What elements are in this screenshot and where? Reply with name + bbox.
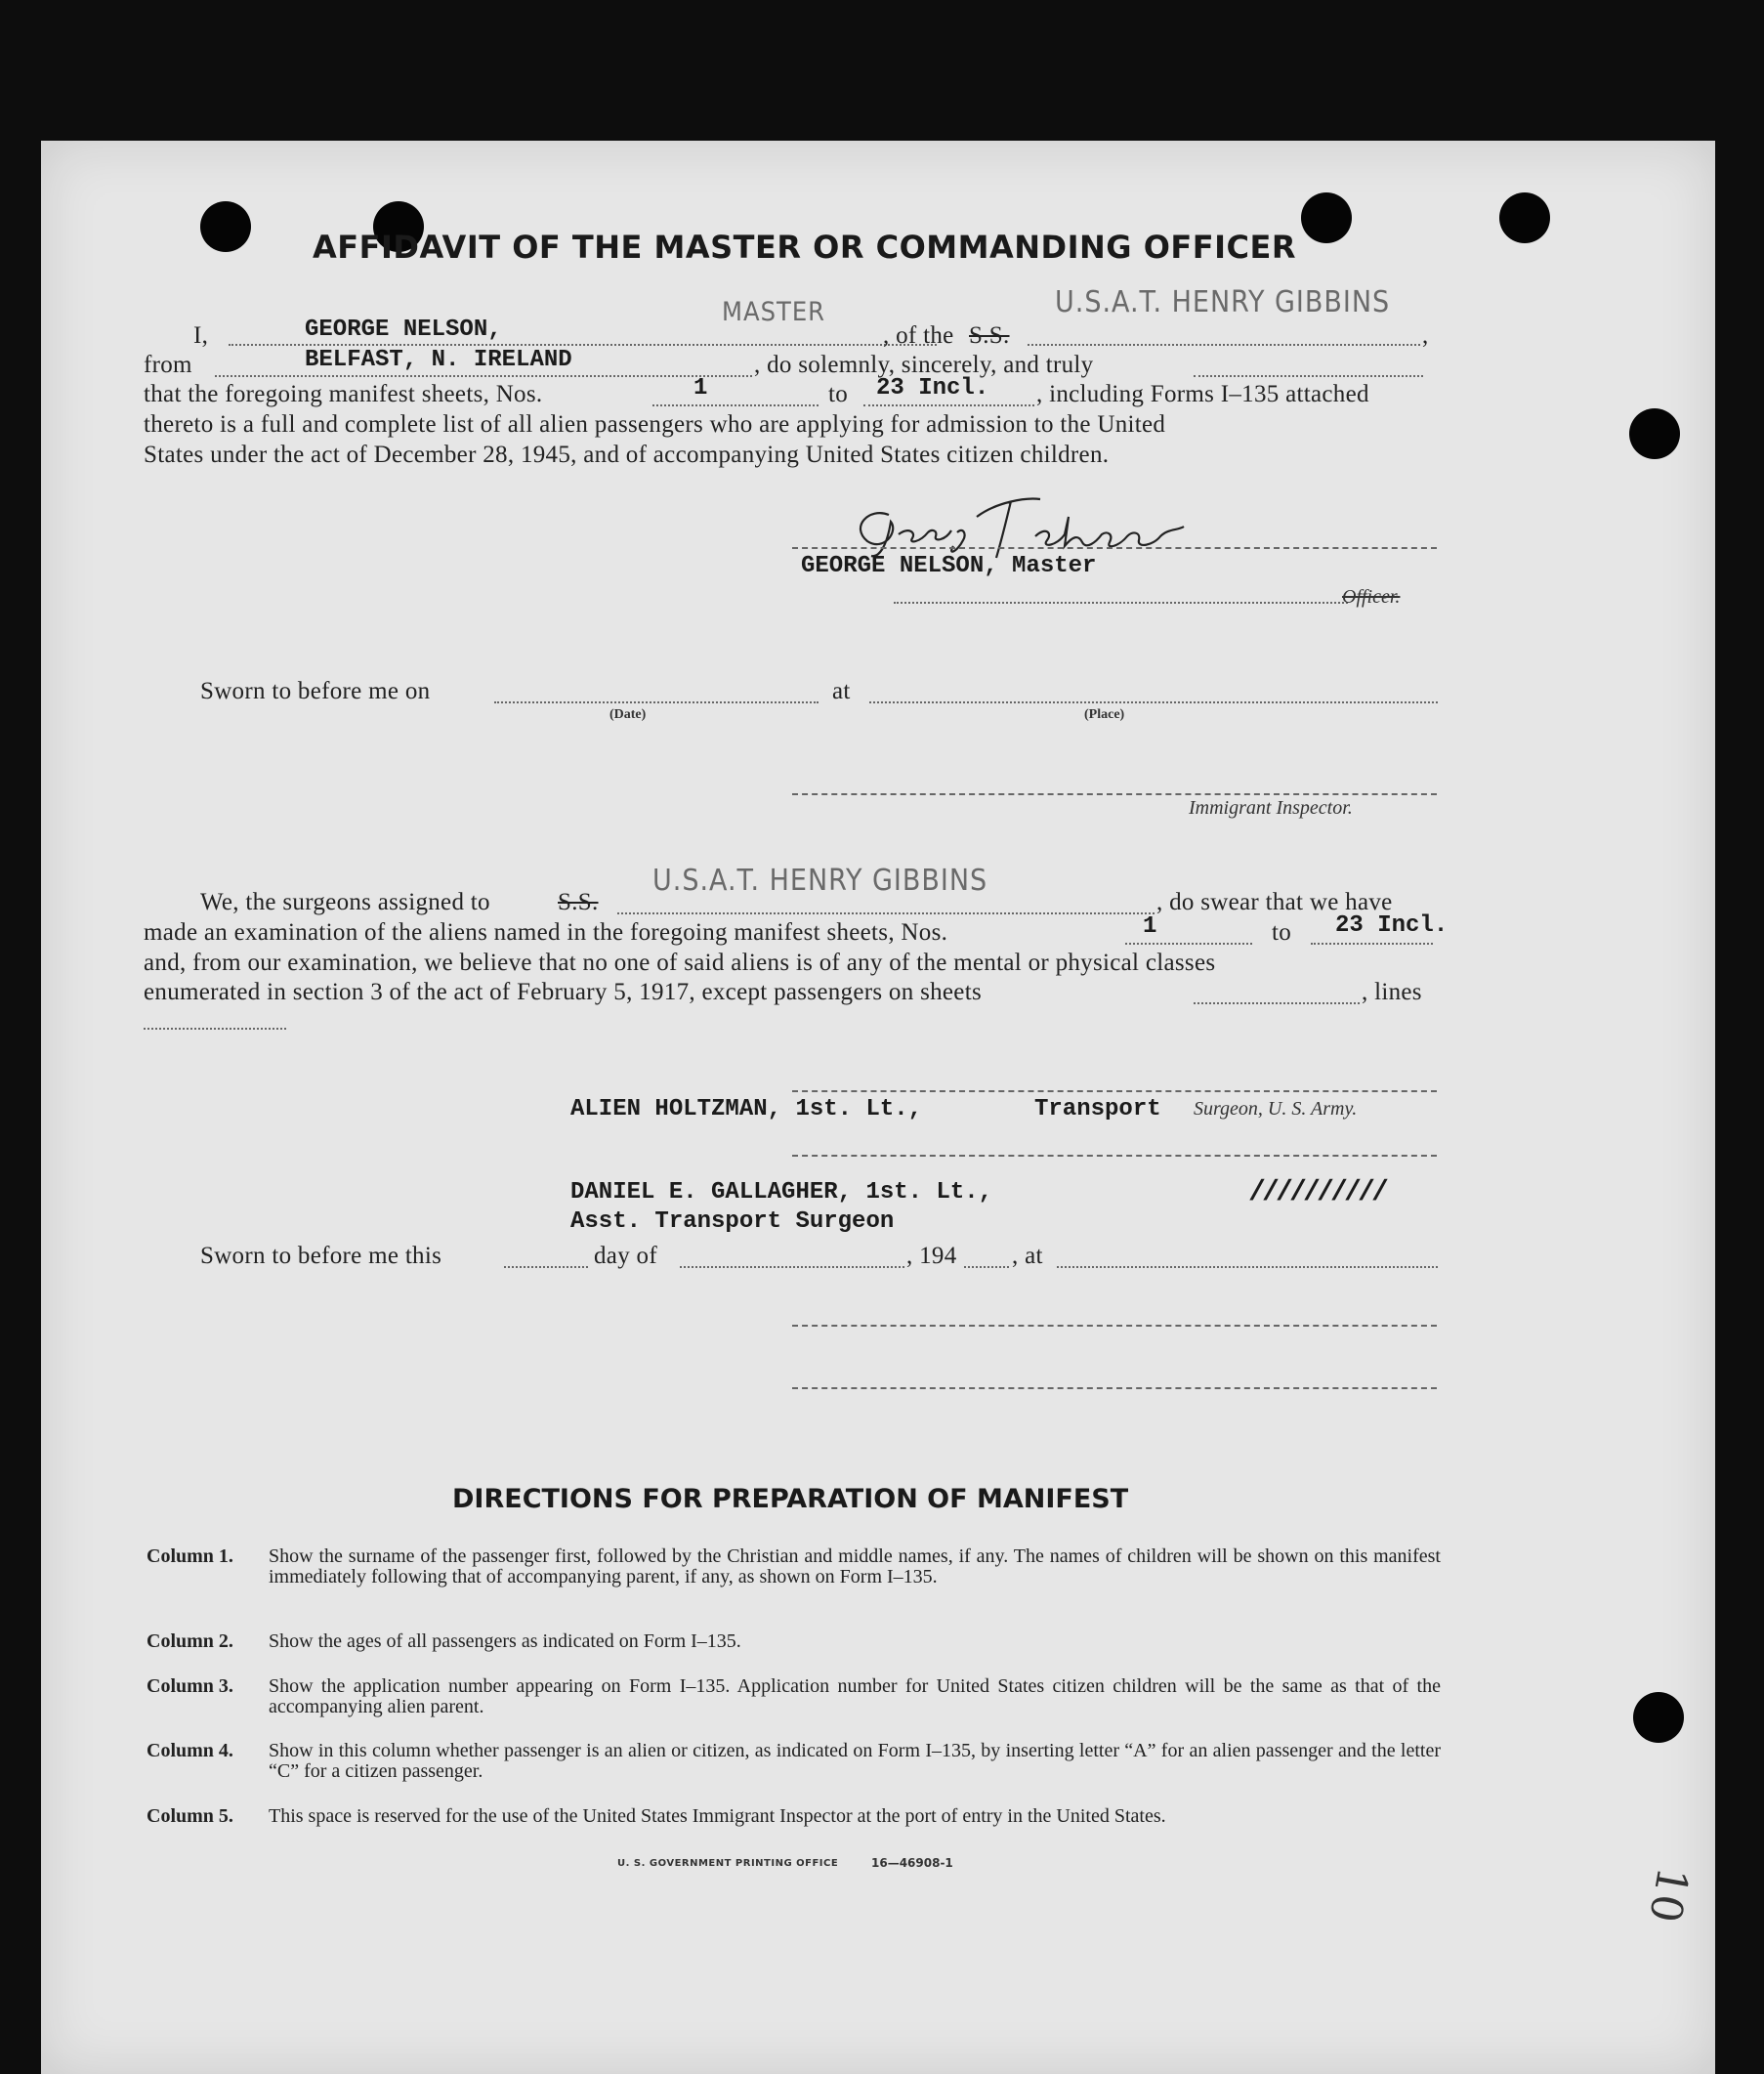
fill-line bbox=[1125, 943, 1252, 945]
sworn1-at: at bbox=[832, 678, 851, 704]
surgeons-prefix: We, the surgeons assigned to bbox=[200, 889, 490, 915]
sworn2-prefix: Sworn to before me this bbox=[200, 1243, 442, 1269]
line1-end: , bbox=[1422, 322, 1429, 349]
sheet-to: 23 Incl. bbox=[876, 375, 989, 402]
struck-caption: ////////// bbox=[1248, 1176, 1386, 1209]
fill-line bbox=[229, 344, 937, 346]
surgeons-line4: enumerated in section 3 of the act of February 5, 1917, except passengers on sheets bbox=[144, 979, 982, 1005]
day-of-label: day of bbox=[594, 1243, 657, 1269]
officer-caption: Officer. bbox=[1342, 586, 1401, 608]
direction-item bbox=[147, 1741, 1446, 1784]
fill-line bbox=[1194, 1002, 1360, 1004]
inspector-caption: Immigrant Inspector. bbox=[1189, 797, 1353, 819]
year-line bbox=[964, 1266, 1009, 1268]
direction-item bbox=[147, 1546, 1446, 1611]
fill-line bbox=[1194, 375, 1423, 377]
surgeons-line3: and, from our examination, we believe that no one of said aliens is of any of the mental or physical classes bbox=[144, 950, 1216, 976]
directions-title: DIRECTIONS FOR PREPARATION OF MANIFEST bbox=[452, 1484, 1129, 1514]
punch-hole bbox=[200, 201, 251, 252]
affidavit-title: AFFIDAVIT OF THE MASTER OR COMMANDING OFFICER bbox=[313, 229, 1296, 266]
solemnly-text: , do solemnly, sincerely, and truly bbox=[754, 352, 1094, 378]
of-the-label: , of the bbox=[883, 322, 954, 349]
signature-line bbox=[792, 547, 1437, 549]
year-label: , 194 bbox=[906, 1243, 957, 1269]
date-caption: (Date) bbox=[609, 707, 647, 722]
inspector-line bbox=[792, 793, 1437, 795]
fill-line bbox=[1028, 344, 1420, 346]
document-sheet bbox=[41, 141, 1715, 2074]
sheet-from: 1 bbox=[693, 375, 708, 402]
line3-suffix: , including Forms I–135 attached bbox=[1036, 381, 1369, 407]
lines-label: , lines bbox=[1362, 979, 1422, 1005]
signature-typed: GEORGE NELSON, Master bbox=[801, 553, 1097, 579]
affidavit-line4: thereto is a full and complete list of all alien passengers who are applying for admission to the United bbox=[144, 411, 1166, 438]
punch-hole bbox=[1633, 1692, 1684, 1743]
sworn1-prefix: Sworn to before me on bbox=[200, 678, 431, 704]
direction-label: Column 3. bbox=[147, 1675, 233, 1697]
surgeon-ship-stamp: U.S.A.T. HENRY GIBBINS bbox=[652, 864, 988, 898]
surgeons-to-label: to bbox=[1272, 919, 1292, 946]
punch-hole bbox=[1629, 408, 1680, 459]
margin-note: 10 bbox=[1639, 1863, 1698, 1926]
sworn2-at: , at bbox=[1012, 1243, 1043, 1269]
fill-line bbox=[652, 404, 819, 406]
direction-label: Column 4. bbox=[147, 1740, 233, 1761]
place-line bbox=[869, 701, 1438, 703]
punch-hole bbox=[1301, 192, 1352, 243]
from-label: from bbox=[144, 352, 192, 378]
officer-line bbox=[894, 602, 1348, 604]
signature-line bbox=[792, 1387, 1437, 1389]
direction-label: Column 2. bbox=[147, 1630, 233, 1652]
to-label: to bbox=[828, 381, 849, 407]
direction-text: Show the surname of the passenger first, followed by the Christian and middle names, if any. The names of children will be shown on this manifest immediately following that of accompanying parent, if any, as shown on Form I–135. bbox=[269, 1545, 1441, 1587]
surgeon1-line bbox=[792, 1090, 1437, 1092]
day-line bbox=[504, 1266, 588, 1268]
punch-hole bbox=[1499, 192, 1550, 243]
ship-stamp: U.S.A.T. HENRY GIBBINS bbox=[1055, 285, 1391, 319]
line3-prefix: that the foregoing manifest sheets, Nos. bbox=[144, 381, 543, 407]
fill-line bbox=[144, 1028, 286, 1030]
month-line bbox=[680, 1266, 904, 1268]
surgeon2-name: DANIEL E. GALLAGHER, 1st. Lt., bbox=[570, 1179, 993, 1206]
place-line bbox=[1057, 1266, 1438, 1268]
fill-line bbox=[1311, 943, 1433, 945]
master-name: GEORGE NELSON, bbox=[305, 317, 502, 343]
place-caption: (Place) bbox=[1084, 707, 1125, 722]
surgeon2-title: Asst. Transport Surgeon bbox=[570, 1208, 895, 1235]
direction-text: This space is reserved for the use of the United States Immigrant Inspector at the port of entry in the United States. bbox=[269, 1805, 1166, 1827]
from-place: BELFAST, N. IRELAND bbox=[305, 347, 572, 373]
surgeons-sheet-to: 23 Incl. bbox=[1335, 912, 1449, 939]
form-number: 16—46908-1 bbox=[871, 1856, 953, 1870]
direction-text: Show the application number appearing on Form I–135. Application number for United States citizen children will be the same as that of the accompanying alien parent. bbox=[269, 1675, 1441, 1717]
ss-struck: S.S. bbox=[969, 322, 1010, 349]
printer-imprint: U. S. GOVERNMENT PRINTING OFFICE bbox=[617, 1858, 839, 1869]
surgeons-ss-struck: S.S. bbox=[558, 889, 599, 915]
fill-line bbox=[863, 404, 1034, 406]
direction-item bbox=[147, 1806, 1446, 1849]
direction-text: Show in this column whether passenger is an alien or citizen, as indicated on Form I–135, by inserting letter “A” for an alien passenger and the letter “C” for a citizen passenger. bbox=[269, 1740, 1441, 1782]
rank-stamp: MASTER bbox=[722, 297, 826, 327]
line1-prefix: I, bbox=[193, 322, 209, 349]
fill-line bbox=[215, 375, 752, 377]
surgeon1-name: ALIEN HOLTZMAN, 1st. Lt., bbox=[570, 1096, 923, 1122]
signature-line bbox=[792, 1325, 1437, 1327]
direction-text: Show the ages of all passengers as indicated on Form I–135. bbox=[269, 1630, 741, 1652]
direction-label: Column 1. bbox=[147, 1545, 233, 1567]
surgeons-line2: made an examination of the aliens named in the foregoing manifest sheets, Nos. bbox=[144, 919, 948, 946]
direction-item bbox=[147, 1676, 1446, 1719]
surgeon-caption: Surgeon, U. S. Army. bbox=[1194, 1098, 1358, 1120]
direction-label: Column 5. bbox=[147, 1805, 233, 1827]
surgeon2-line bbox=[792, 1155, 1437, 1157]
fill-line bbox=[617, 912, 1155, 914]
date-line bbox=[494, 701, 819, 703]
surgeons-swear: , do swear that we have bbox=[1156, 889, 1393, 915]
direction-item bbox=[147, 1631, 1446, 1655]
affidavit-line5: States under the act of December 28, 1945, and of accompanying United States citizen children. bbox=[144, 442, 1110, 468]
surgeons-sheet-from: 1 bbox=[1143, 913, 1157, 940]
surgeon1-role: Transport bbox=[1034, 1096, 1161, 1122]
